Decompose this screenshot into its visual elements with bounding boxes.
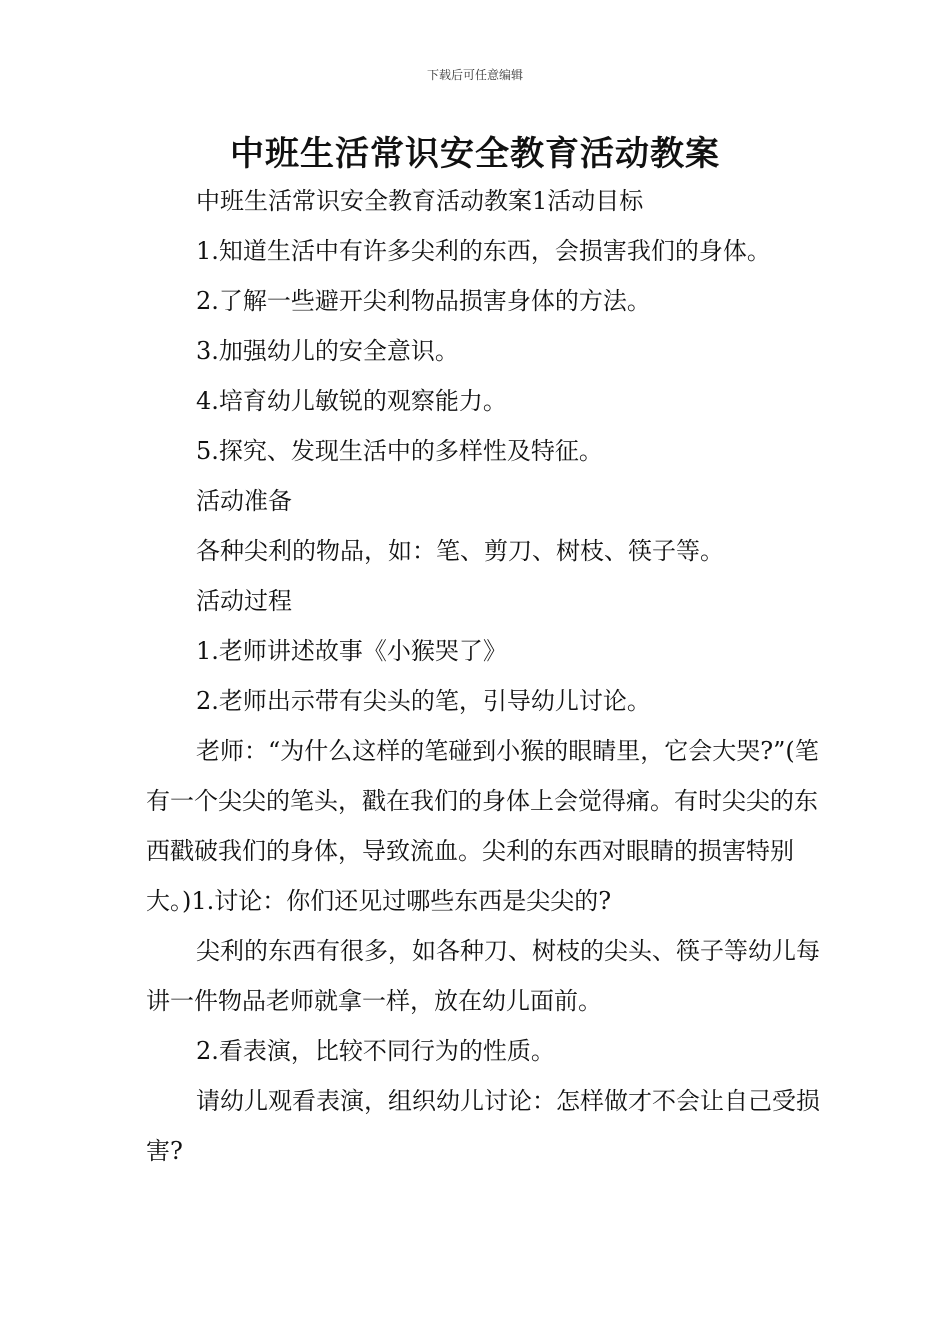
page-header-note: 下载后可任意编辑 <box>426 68 523 82</box>
paragraph-materials: 各种尖利的物品，如：笔、剪刀、树枝、筷子等。 <box>196 537 724 565</box>
paragraph-goal-3: 3.加强幼儿的安全意识。 <box>196 337 459 365</box>
paragraph-goal-5: 5.探究、发现生活中的多样性及特征。 <box>196 437 603 465</box>
paragraph-intro: 中班生活常识安全教育活动教案1活动目标 <box>196 187 644 215</box>
section-heading-process: 活动过程 <box>196 587 292 615</box>
document-body <box>146 176 826 1176</box>
paragraph-step-1: 1.老师讲述故事《小猴哭了》 <box>196 637 507 665</box>
paragraph-step-watch-show: 2.看表演，比较不同行为的性质。 <box>196 1037 555 1065</box>
paragraph-sharp-objects: 尖利的东西有很多，如各种刀、树枝的尖头、筷子等幼儿每讲一件物品老师就拿一样，放在幼儿面前。 <box>146 937 820 1015</box>
paragraph-step-2: 2.老师出示带有尖头的笔，引导幼儿讨论。 <box>196 687 651 715</box>
paragraph-goal-2: 2.了解一些避开尖利物品损害身体的方法。 <box>196 287 651 315</box>
paragraph-teacher-dialogue: 老师：“为什么这样的笔碰到小猴的眼睛里，它会大哭?”(笔有一个尖尖的笔头，戳在我们的身体上会觉得痛。有时尖尖的东西戳破我们的身体，导致流血。尖利的东西对眼睛的损害特别大。)1.讨论：你们还见过哪些东西是尖尖的? <box>146 737 819 915</box>
document-title: 中班生活常识安全教育活动教案 <box>230 134 720 174</box>
paragraph-goal-1: 1.知道生活中有许多尖利的东西，会损害我们的身体。 <box>196 237 771 265</box>
section-heading-preparation: 活动准备 <box>196 487 292 515</box>
paragraph-discussion: 请幼儿观看表演，组织幼儿讨论：怎样做才不会让自己受损害? <box>146 1087 820 1165</box>
paragraph-goal-4: 4.培育幼儿敏锐的观察能力。 <box>196 387 507 415</box>
